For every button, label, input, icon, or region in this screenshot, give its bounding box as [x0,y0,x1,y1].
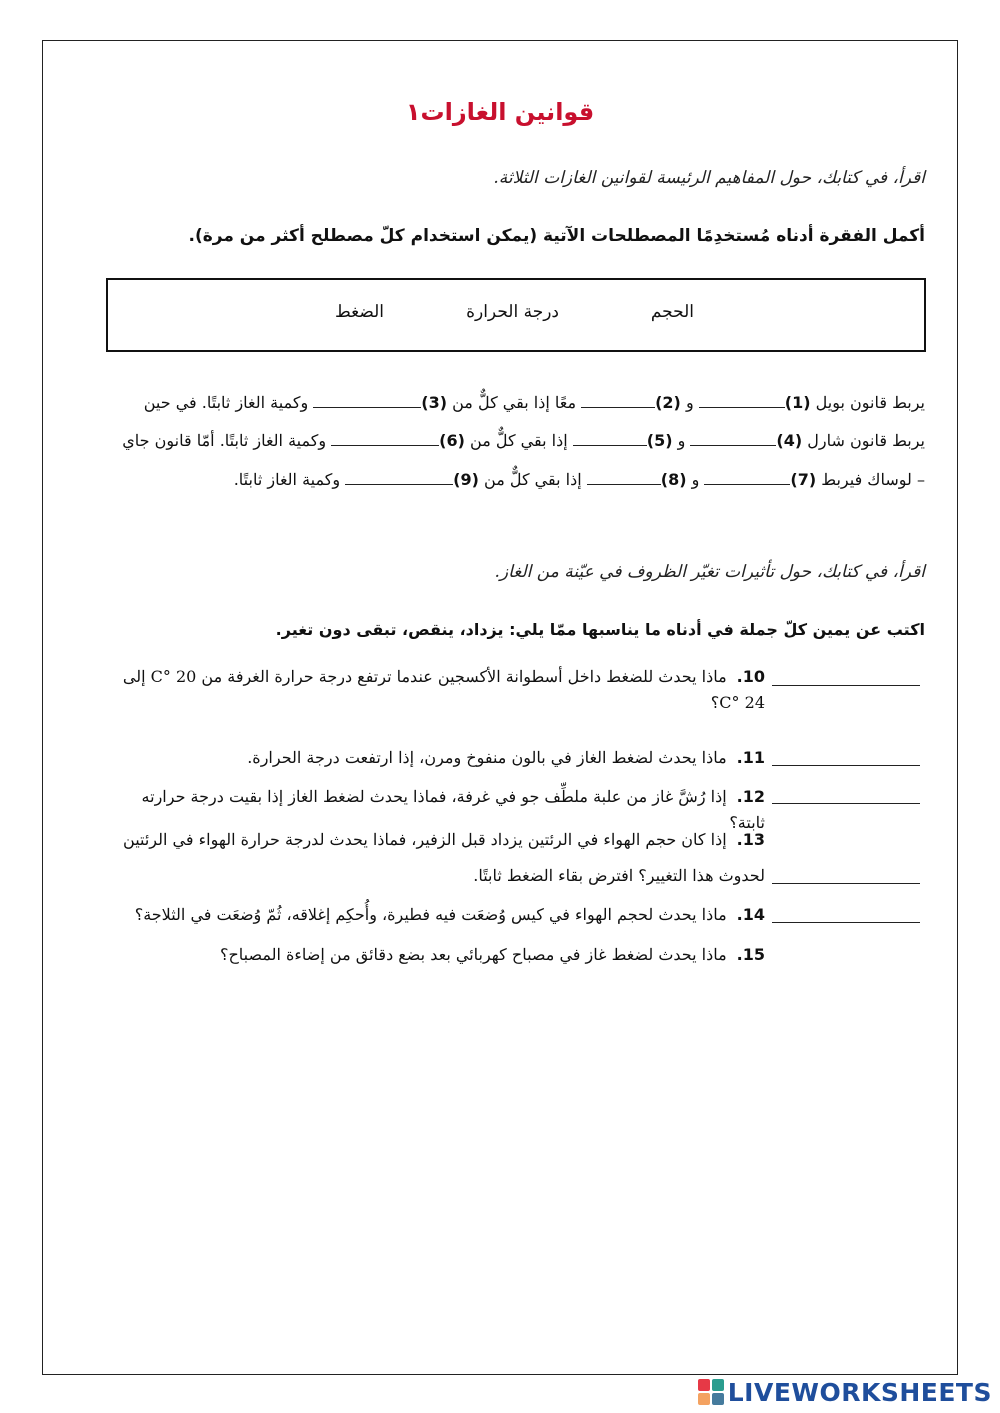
question-number: 12. [736,787,765,806]
blank-6[interactable] [331,431,439,446]
blank-2[interactable] [581,393,655,408]
term-pressure: الضغط [335,302,384,322]
question-11 [115,745,765,771]
blank-9[interactable] [345,470,453,485]
blank-7[interactable] [704,470,790,485]
terms-box [106,278,926,352]
blank-label-7: (7) [790,470,817,489]
question-number: 14. [736,905,765,924]
answer-blank-10[interactable] [772,684,920,686]
term-temperature: درجة الحرارة [466,302,559,322]
question-number: 15. [736,945,765,964]
question-number: 13. [736,830,765,849]
answer-blank-11[interactable] [772,764,920,766]
question-text: إذا رُشَّ غاز من علبة ملطِّف جو في غرفة، فماذا يحدث لضغط الغاز إذا بقيت درجة حرارته ثابتة؟ [141,787,765,832]
blank-label-2: (2) [655,393,681,412]
blank-4[interactable] [690,431,776,446]
blank-label-9: (9) [453,470,479,489]
blank-label-6: (6) [439,431,465,450]
question-15 [115,942,765,968]
paragraph-line-1: يربط قانون بويل (1) و (2) معًا إذا بقي كلٌّ من (3) وكمية الغاز ثابتًا. في حين [143,393,925,412]
question-text: إذا كان حجم الهواء في الرئتين يزداد قبل الزفير، فماذا يحدث لدرجة حرارة الهواء في الرئتين لحدوث هذا التغيير؟ افترض بقاء الضغط ثابتًا. [123,830,765,885]
question-number: 10. [736,667,765,686]
question-10 [115,664,765,716]
liveworksheets-logo [698,1377,992,1407]
blank-label-3: (3) [421,393,448,412]
term-volume: الحجم [650,302,694,322]
blank-label-1: (1) [784,393,811,412]
question-13 [115,822,765,894]
instruction-read-1: اقرأ، في كتابك، حول المفاهيم الرئيسة لقوانين الغازات الثلاثة. [493,168,925,188]
answer-blank-12[interactable] [772,802,920,804]
question-text: ماذا يحدث لحجم الهواء في كيس وُضعَت فيه فطيرة، وأُحكِم إغلاقه، ثُمّ وُضعَت في الثلاجة؟ [134,905,727,924]
question-text: ماذا يحدث لضغط غاز في مصباح كهربائي بعد بضع دقائق من إضاءة المصباح؟ [219,945,727,964]
question-text: ماذا يحدث لضغط الغاز في بالون منفوخ ومرن، إذا ارتفعت درجة الحرارة. [247,748,727,767]
brand-name: LIVEWORKSHEETS [727,1377,992,1407]
blank-label-5: (5) [646,431,673,450]
page-title: قوانين الغازات١ [405,98,595,126]
blank-8[interactable] [587,470,661,485]
blank-label-4: (4) [776,431,803,450]
blank-3[interactable] [313,393,421,408]
blank-label-8: (8) [660,470,687,489]
blank-1[interactable] [699,393,785,408]
question-text: ماذا يحدث للضغط داخل أسطوانة الأكسجين عندما ترتفع درجة حرارة الغرفة من 20 °C إلى 24 °C؟ [122,667,765,712]
paragraph-line-3: – لوساك فيربط (7) و (8) إذا بقي كلٌّ من (9) وكمية الغاز ثابتًا. [233,470,925,489]
answer-blank-14[interactable] [772,921,920,923]
instruction-write: اكتب عن يمين كلّ جملة في أدناه ما يناسبها ممّا يلي: يزداد، ينقص، تبقى دون تغير. [275,620,925,639]
question-14 [115,902,765,928]
paragraph-line-2: يربط قانون شارل (4) و (5) إذا بقي كلٌّ من (6) وكمية الغاز ثابتًا. أمّا قانون جاي [122,431,925,450]
liveworksheets-icon [698,1379,724,1405]
instruction-complete: أكمل الفقرة أدناه مُستخدِمًا المصطلحات الآتية (يمكن استخدام كلّ مصطلح أكثر من مرة). [188,226,925,246]
instruction-read-2: اقرأ، في كتابك، حول تأثيرات تغيّر الظروف في عيّنة من الغاز. [494,562,925,582]
blank-5[interactable] [573,431,647,446]
answer-blank-13[interactable] [772,882,920,884]
question-number: 11. [736,748,765,767]
